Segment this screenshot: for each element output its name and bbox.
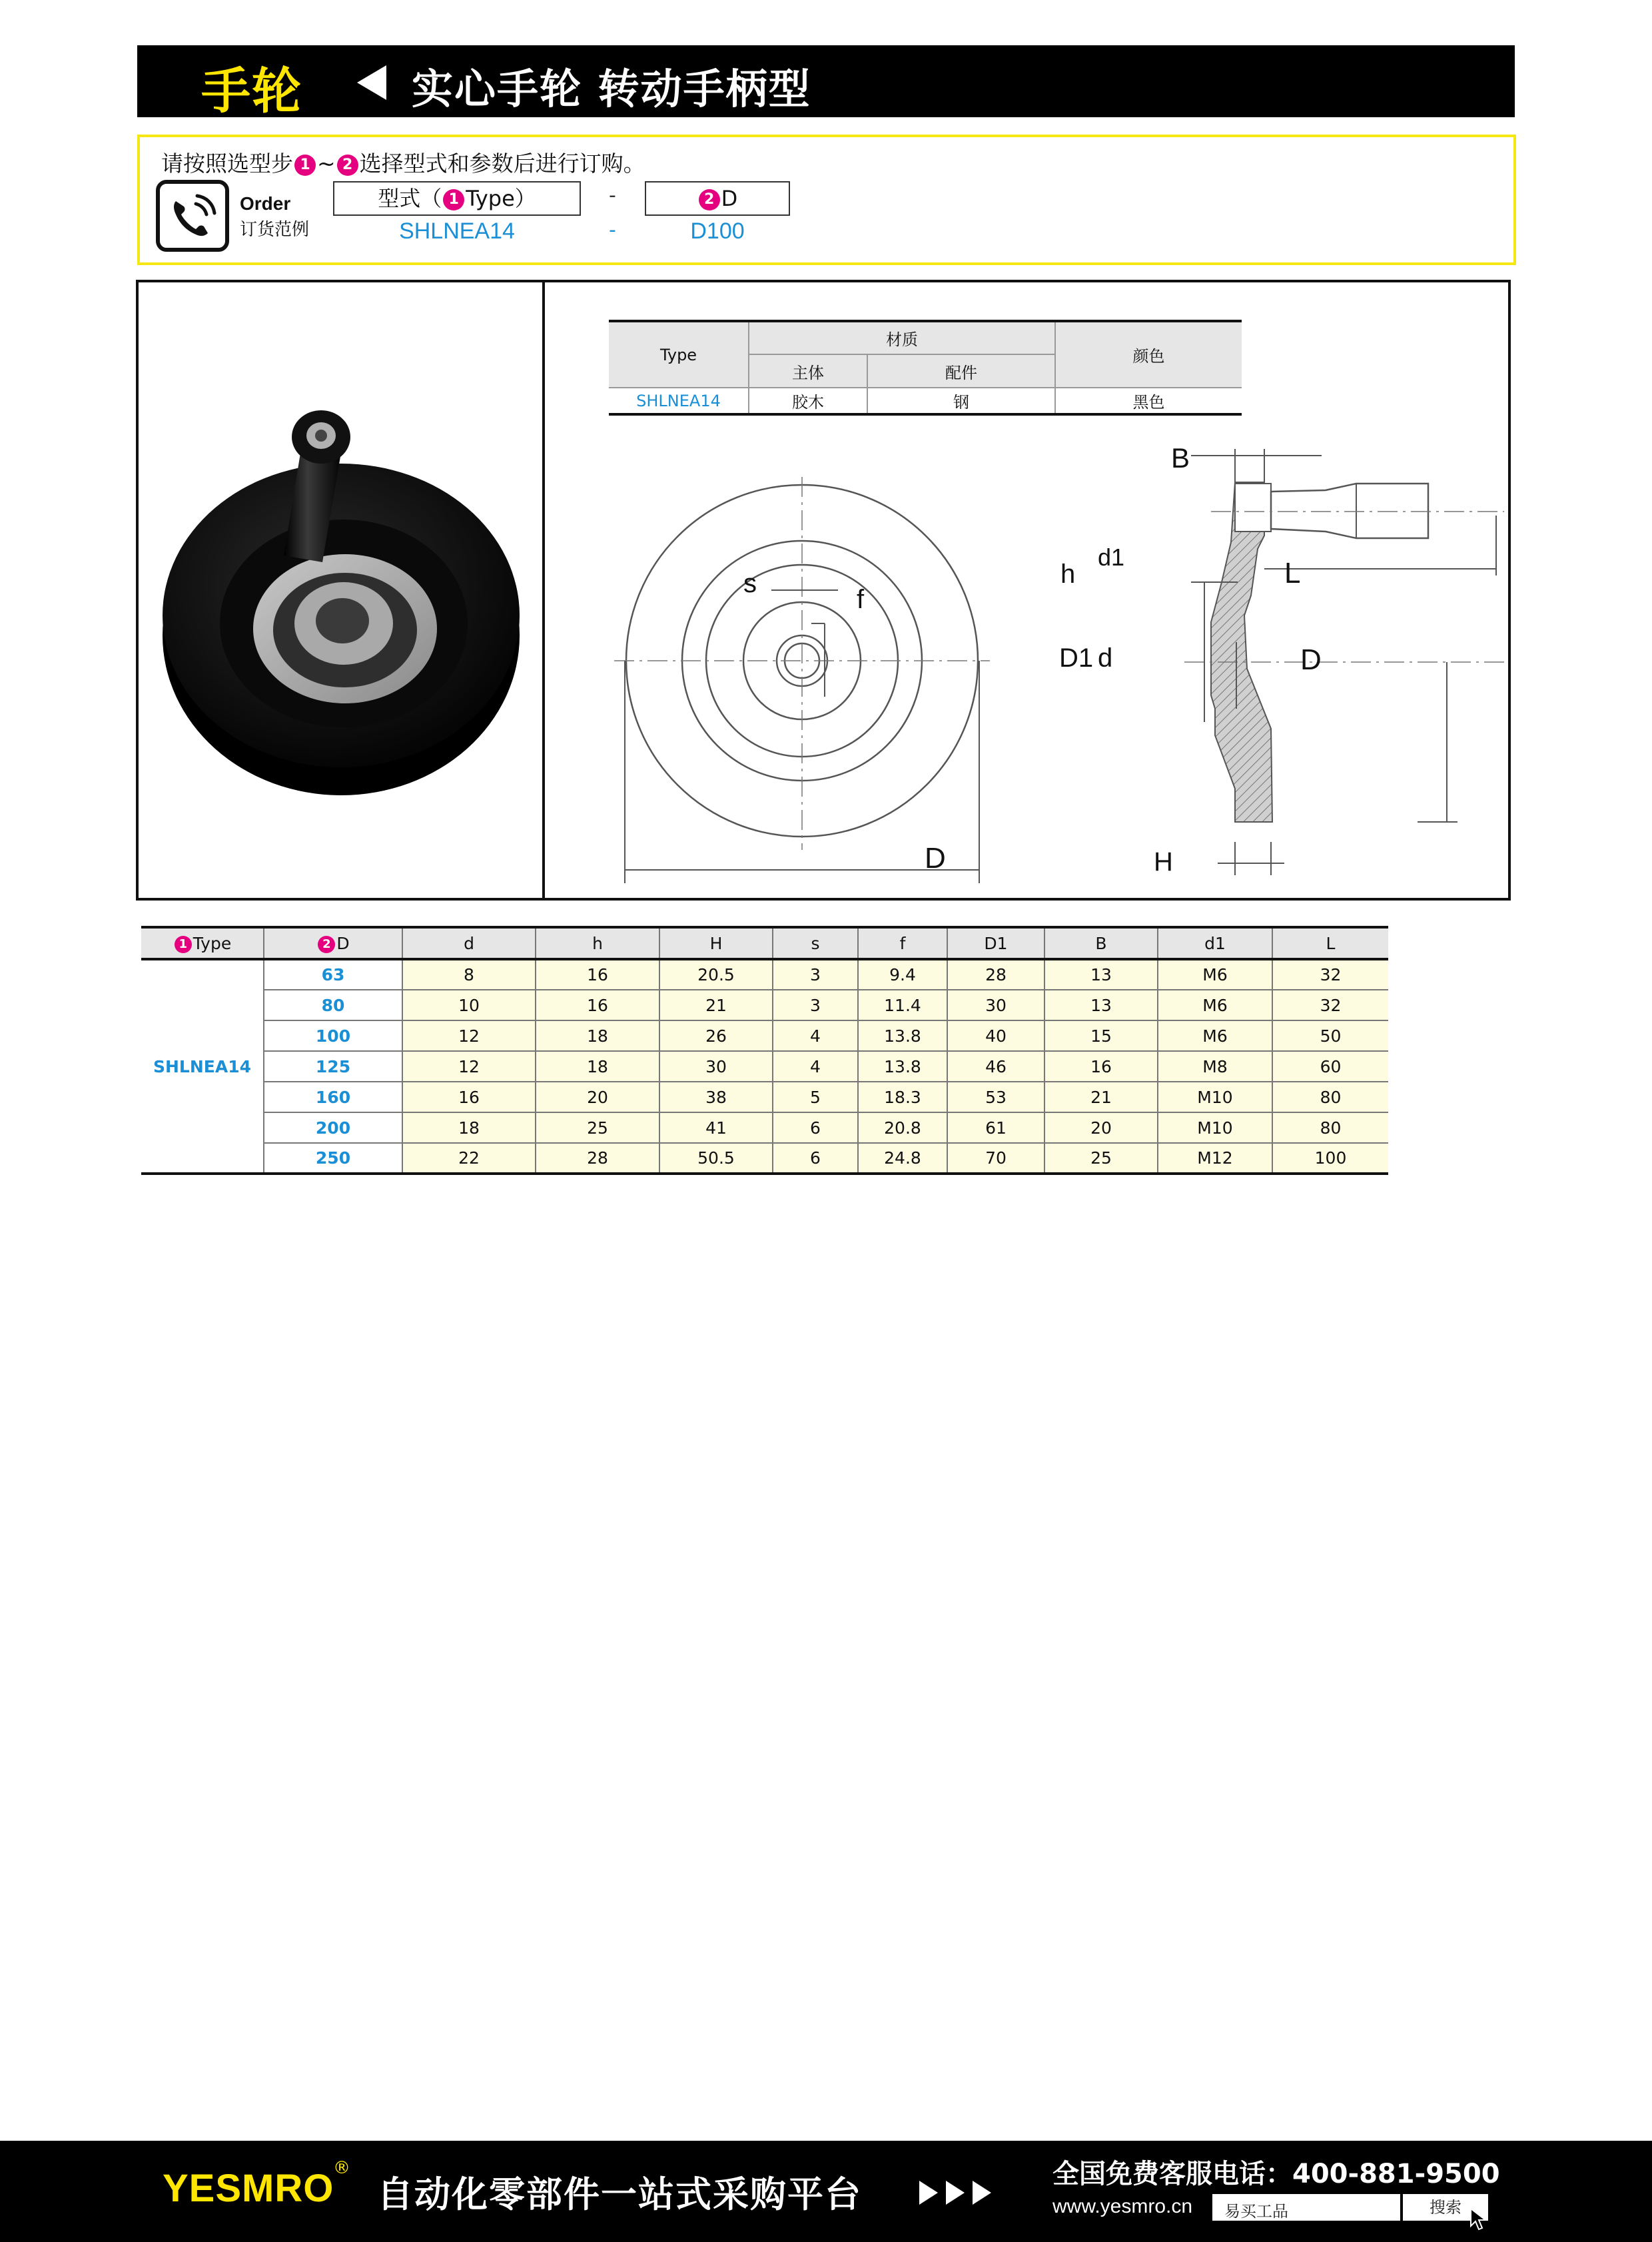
- label-D-side: D: [1300, 643, 1322, 676]
- table-cell: 80: [1272, 1112, 1388, 1143]
- dim-header-d1: d1: [1158, 927, 1272, 959]
- table-cell: 100: [264, 1020, 402, 1051]
- label-h: h: [1060, 560, 1076, 589]
- field1-pre: 型式（: [378, 186, 442, 211]
- table-cell: M6: [1158, 990, 1272, 1020]
- step-badge-1: 1: [443, 189, 464, 210]
- table-cell: 20: [536, 1082, 659, 1112]
- table-cell: 61: [947, 1112, 1044, 1143]
- dim-header-f: f: [858, 927, 947, 959]
- dim-header-h: h: [536, 927, 659, 959]
- mat-part-value: 钢: [867, 388, 1055, 414]
- table-cell: 21: [659, 990, 773, 1020]
- handwheel-photo: [144, 362, 537, 882]
- category-title: 手轮: [201, 63, 302, 120]
- dim-header-s: s: [773, 927, 858, 959]
- dimension-table: [141, 926, 1388, 1175]
- table-cell: 80: [1272, 1082, 1388, 1112]
- table-cell: 50.5: [659, 1143, 773, 1174]
- order-label-cn: 订货范例: [240, 220, 310, 240]
- table-cell: 16: [1044, 1051, 1158, 1082]
- table-cell: 63: [264, 959, 402, 990]
- dim-header-D: [264, 927, 402, 959]
- table-cell: 13: [1044, 990, 1158, 1020]
- table-cell: M12: [1158, 1143, 1272, 1174]
- tilde-text: ~: [317, 151, 336, 177]
- table-cell: 60: [1272, 1051, 1388, 1082]
- field1-post: ）: [514, 186, 536, 211]
- table-cell: 12: [402, 1051, 536, 1082]
- instruction-text: 请按照选型步: [161, 151, 293, 177]
- search-input[interactable]: [1212, 2194, 1400, 2221]
- table-cell: 18: [402, 1112, 536, 1143]
- mat-type-value: SHLNEA14: [609, 388, 749, 414]
- label-f: f: [857, 585, 865, 614]
- table-cell: 4: [773, 1051, 858, 1082]
- table-cell: 250: [264, 1143, 402, 1174]
- label-d1: d1: [1098, 544, 1125, 571]
- dim-header-D1: D1: [947, 927, 1044, 959]
- table-cell: 15: [1044, 1020, 1158, 1051]
- separator-dash-value: -: [609, 218, 616, 242]
- hotline-text: 全国免费客服电话：400-881-9500: [1052, 2159, 1500, 2189]
- d-field-header: [645, 181, 790, 216]
- mat-part-header: 配件: [867, 354, 1055, 388]
- table-cell: 32: [1272, 990, 1388, 1020]
- label-B: B: [1171, 442, 1190, 474]
- arrow-right-icon: [973, 2181, 991, 2205]
- order-label-en: Order: [240, 193, 291, 214]
- table-cell: 24.8: [858, 1143, 947, 1174]
- table-cell: M6: [1158, 1020, 1272, 1051]
- dim-header-L: L: [1272, 927, 1388, 959]
- dim-header-type-text: Type: [193, 933, 232, 953]
- cursor-icon: [1469, 2207, 1488, 2231]
- table-cell: 25: [1044, 1143, 1158, 1174]
- order-example-box: [137, 135, 1516, 265]
- table-cell: 80: [264, 990, 402, 1020]
- table-cell: M10: [1158, 1112, 1272, 1143]
- arrow-right-icon: [919, 2181, 938, 2205]
- table-cell: M10: [1158, 1082, 1272, 1112]
- field1-type: Type: [466, 186, 515, 211]
- dim-header-H: H: [659, 927, 773, 959]
- table-cell: 20.5: [659, 959, 773, 990]
- table-cell: 53: [947, 1082, 1044, 1112]
- separator-dash: -: [609, 184, 616, 207]
- table-cell: M6: [1158, 959, 1272, 990]
- table-cell: 13.8: [858, 1020, 947, 1051]
- table-cell: 46: [947, 1051, 1044, 1082]
- table-cell: 16: [536, 990, 659, 1020]
- mat-body-value: 胶木: [749, 388, 867, 414]
- table-cell: 6: [773, 1143, 858, 1174]
- footer-slogan: 自动化零部件一站式采购平台: [377, 2173, 862, 2215]
- table-cell: 11.4: [858, 990, 947, 1020]
- table-cell: 28: [947, 959, 1044, 990]
- step-badge-2: 2: [318, 936, 335, 953]
- mat-color-header: 颜色: [1055, 321, 1242, 388]
- label-D-front: D: [925, 842, 946, 875]
- table-cell: 9.4: [858, 959, 947, 990]
- phone-icon: [156, 180, 229, 252]
- table-cell: 25: [536, 1112, 659, 1143]
- registered-mark: ®: [333, 2158, 350, 2178]
- search-button[interactable]: 搜索: [1403, 2194, 1488, 2221]
- table-cell: 10: [402, 990, 536, 1020]
- table-cell: 16: [402, 1082, 536, 1112]
- table-cell: 160: [264, 1082, 402, 1112]
- page-header: [137, 45, 1515, 120]
- table-cell: 18.3: [858, 1082, 947, 1112]
- page-title: 实心手轮 转动手柄型: [412, 65, 811, 113]
- table-cell: 6: [773, 1112, 858, 1143]
- table-cell: 30: [659, 1051, 773, 1082]
- label-d: d: [1098, 643, 1113, 673]
- search-placeholder: 易买工品: [1224, 2202, 1288, 2221]
- table-cell: 20: [1044, 1112, 1158, 1143]
- step-badge-1: 1: [175, 936, 192, 953]
- table-cell: 12: [402, 1020, 536, 1051]
- arrow-right-icon: [946, 2181, 965, 2205]
- table-cell: 70: [947, 1143, 1044, 1174]
- table-cell: 30: [947, 990, 1044, 1020]
- label-H: H: [1154, 847, 1173, 877]
- table-cell: 38: [659, 1082, 773, 1112]
- table-cell: 40: [947, 1020, 1044, 1051]
- mat-type-header: Type: [609, 321, 749, 388]
- type-value: SHLNEA14: [399, 218, 515, 244]
- panel-divider: [542, 282, 545, 898]
- table-cell: 13: [1044, 959, 1158, 990]
- table-cell: M8: [1158, 1051, 1272, 1082]
- instruction-text-2: 选择型式和参数后进行订购。: [359, 151, 645, 177]
- table-cell: 18: [536, 1051, 659, 1082]
- table-cell: 100: [1272, 1143, 1388, 1174]
- type-field-header: [333, 181, 581, 216]
- table-cell: 13.8: [858, 1051, 947, 1082]
- table-cell: 8: [402, 959, 536, 990]
- page-footer: [0, 2141, 1652, 2242]
- field2-d: D: [721, 186, 738, 211]
- label-s: s: [743, 569, 757, 598]
- d-value: D100: [690, 218, 745, 244]
- table-cell: 4: [773, 1020, 858, 1051]
- left-arrow-icon: [357, 65, 386, 100]
- material-table: [609, 320, 1242, 416]
- table-cell: 22: [402, 1143, 536, 1174]
- dim-header-B: B: [1044, 927, 1158, 959]
- table-cell: 3: [773, 990, 858, 1020]
- table-cell: 125: [264, 1051, 402, 1082]
- table-cell: 20.8: [858, 1112, 947, 1143]
- table-cell: 3: [773, 959, 858, 990]
- table-cell: 200: [264, 1112, 402, 1143]
- table-cell: 26: [659, 1020, 773, 1051]
- front-view-drawing: [605, 457, 1011, 897]
- table-cell: 28: [536, 1143, 659, 1174]
- table-cell: 50: [1272, 1020, 1388, 1051]
- dim-header-type: [141, 927, 264, 959]
- step-badge-1: 1: [294, 155, 316, 176]
- table-cell: 16: [536, 959, 659, 990]
- dim-type-value: SHLNEA14: [141, 959, 264, 1174]
- step-badge-2: 2: [337, 155, 358, 176]
- label-D1: D1: [1059, 643, 1094, 673]
- step-badge-2: 2: [699, 189, 720, 210]
- dim-header-D-text: D: [336, 933, 350, 953]
- table-cell: 41: [659, 1112, 773, 1143]
- table-cell: 5: [773, 1082, 858, 1112]
- website-link[interactable]: www.yesmro.cn: [1052, 2195, 1193, 2217]
- table-cell: 32: [1272, 959, 1388, 990]
- dim-header-d: d: [402, 927, 536, 959]
- table-cell: 21: [1044, 1082, 1158, 1112]
- brand-logo: YESMRO: [163, 2167, 334, 2210]
- mat-color-value: 黑色: [1055, 388, 1242, 414]
- label-L: L: [1284, 557, 1301, 589]
- mat-body-header: 主体: [749, 354, 867, 388]
- mat-material-header: 材质: [749, 321, 1055, 354]
- table-cell: 18: [536, 1020, 659, 1051]
- order-instruction: [161, 147, 645, 178]
